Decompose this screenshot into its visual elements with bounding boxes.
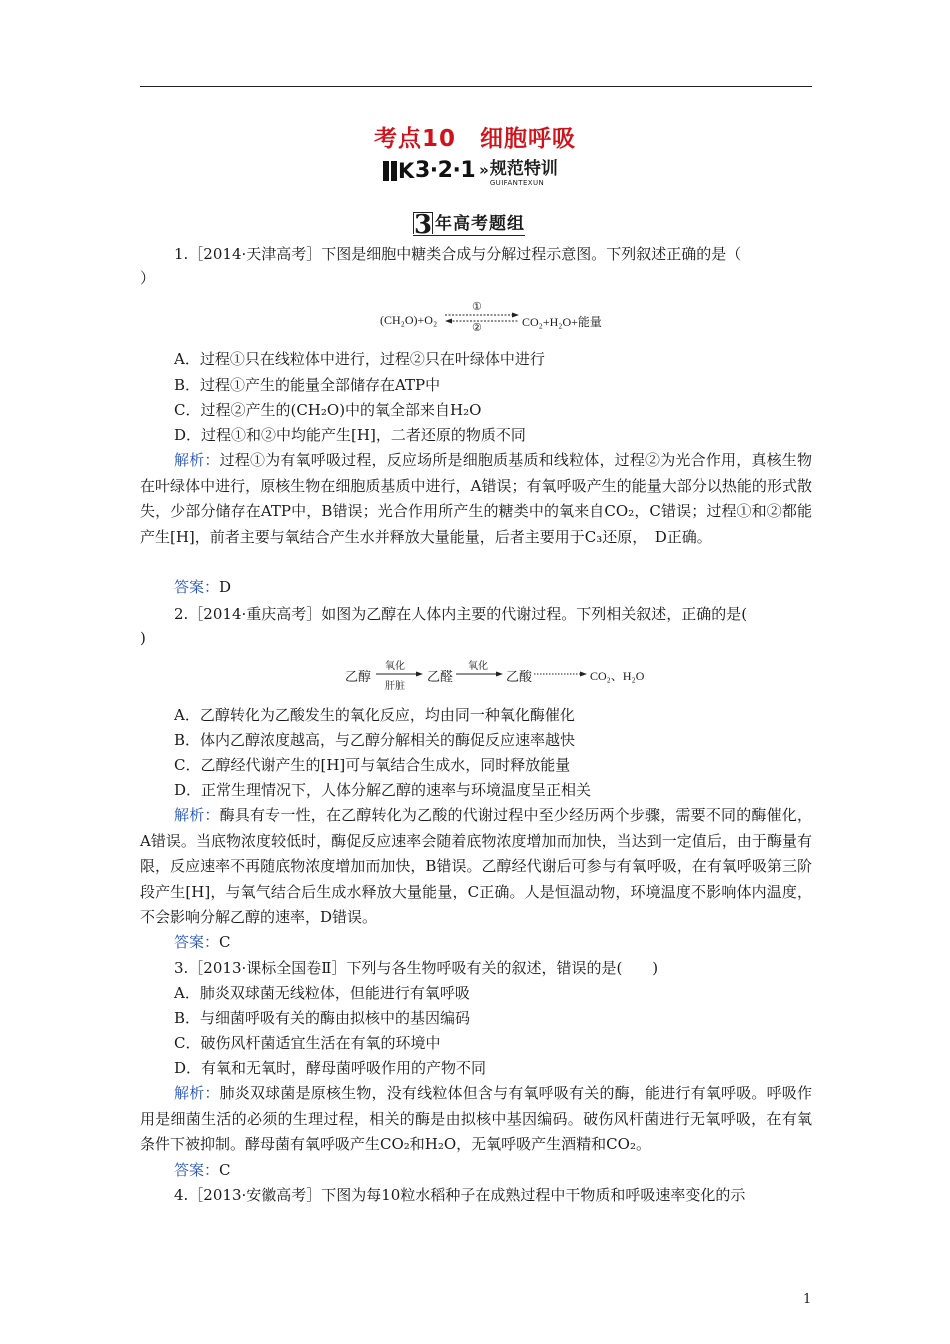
q1-diagram-mark-1: ①: [472, 301, 482, 313]
arrow-icon: [456, 670, 504, 678]
q2-stem-cont: ): [140, 629, 146, 647]
q2-answer: [174, 932, 231, 952]
q2-answer-label: 答案：: [174, 933, 220, 951]
q3-answer-label: 答案：: [174, 1161, 220, 1179]
q3-answer: [174, 1160, 231, 1180]
q1-answer: [174, 577, 231, 597]
q2-node-ethanol: 乙醇: [345, 669, 372, 684]
q1-analysis: [140, 448, 812, 550]
q1-analysis-label: 解析：: [174, 451, 220, 469]
q1-diagram-mark-2: ②: [472, 322, 482, 334]
section-heading: [413, 212, 525, 236]
q2-analysis-text: 酶具有专一性，在乙醇转化为乙酸的代谢过程中至少经历两个步骤，需要不同的酶催化，A错误。当底物浓度较低时，酶促反应速率会随着底物浓度增加而加快，当达到一定值后，由于酶量有限，反应速率不再随底物浓度增加而加快，B错误。乙醇经代谢后可参与有氧呼吸，在有氧呼吸第三阶段产生[H]，与氧气结合后生成水释放大量能量，C正确。人是恒温动物，环境温度不影响体内温度，不会影响分解乙醇的速率，D错误。: [140, 806, 812, 926]
q3-analysis-text: 肺炎双球菌是原核生物，没有线粒体但含与有氧呼吸有关的酶，能进行有氧呼吸。呼吸作用是细菌生活的必须的生理过程，相关的酶是由拟核中基因编码。破伤风杆菌进行无氧呼吸，在有氧条件下被抑制。酵母菌有氧呼吸产生CO₂和H₂O，无氧呼吸产生酒精和CO₂。: [140, 1084, 812, 1153]
q2-arrow1-bottom: 肝脏: [385, 681, 405, 692]
q3-option-d: D．有氧和无氧时，酵母菌呼吸作用的产物不同: [174, 1059, 487, 1077]
q2-option-a: A．乙醇转化为乙酸发生的氧化反应，均由同一种氧化酶催化: [174, 706, 575, 724]
q2-arrow2-top: 氧化: [468, 661, 488, 672]
header-rule: [140, 86, 812, 87]
q2-arrow1-top: 氧化: [385, 661, 405, 672]
q2-node-acetaldehyde: 乙醛: [427, 669, 454, 684]
q1-option-d: D．过程①和②中均能产生[H]，二者还原的物质不同: [174, 426, 526, 444]
q2-stem: 2.［2014·重庆高考］如图为乙醇在人体内主要的代谢过程。下列相关叙述，正确的是(: [174, 605, 748, 623]
brand-numbers: 3·2·1: [415, 158, 476, 183]
section-label: 年高考题组: [435, 214, 525, 234]
double-chevron-icon: »: [479, 161, 489, 179]
dotted-arrow-icon: [534, 670, 588, 678]
q2-option-b: B．体内乙醇浓度越高，与乙醇分解相关的酶促反应速率越快: [174, 731, 576, 749]
q4-stem: 4.［2013·安徽高考］下图为每10粒水稻种子在成熟过程中干物质和呼吸速率变化的示: [174, 1186, 746, 1204]
q1-option-b: B．过程①产生的能量全部储存在ATP中: [174, 376, 441, 394]
q1-diagram-left: (CH₂O)+O₂: [380, 313, 438, 327]
q2-analysis: [140, 803, 812, 931]
q1-answer-label: 答案：: [174, 578, 220, 596]
q1-diagram-right: CO₂+H₂O+能量: [522, 315, 602, 329]
q1-stem-cont: ）: [140, 269, 156, 287]
q1-option-a: A．过程①只在线粒体中进行，过程②只在叶绿体中进行: [174, 350, 545, 368]
q3-analysis: [140, 1081, 812, 1158]
arrow-icon: [376, 670, 424, 678]
q2-node-products: CO₂、H₂O: [590, 669, 645, 683]
brand-logo: [383, 159, 558, 189]
q2-option-c: C．乙醇经代谢产生的[H]可与氧结合生成水，同时释放能量: [174, 756, 571, 774]
q1-analysis-text: 过程①为有氧呼吸过程，反应场所是细胞质基质和线粒体，过程②为光合作用，真核生物在叶绿体中进行，原核生物在细胞质基质中进行，A错误；有氧呼吸产生的能量大部分以热能的形式散失，少部分储存在ATP中，B错误；光合作用所产生的糖类中的氧来自CO₂，C错误；过程①和②都能产生[H]，前者主要与氧结合产生水并释放大量能量，后者主要用于C₃还原， D正确。: [140, 451, 812, 546]
q2-option-d: D．正常生理情况下，人体分解乙醇的速率与环境温度呈正相关: [174, 781, 592, 799]
q1-answer-value: D: [219, 578, 232, 596]
q1-stem: 1.［2014·天津高考］下图是细胞中糖类合成与分解过程示意图。下列叙述正确的是（: [174, 245, 742, 263]
q3-stem: 3.［2013·课标全国卷Ⅱ］下列与各生物呼吸有关的叙述，错误的是( ): [174, 959, 659, 977]
brand-mark-icon: K: [383, 159, 413, 183]
q3-option-a: A．肺炎双球菌无线粒体，但能进行有氧呼吸: [174, 984, 470, 1002]
q2-node-acetic-acid: 乙酸: [506, 669, 533, 684]
page-title: 考点10 细胞呼吸: [373, 126, 576, 152]
section-number: 3: [414, 212, 433, 234]
q2-analysis-label: 解析：: [174, 806, 220, 824]
q3-option-c: C．破伤风杆菌适宜生活在有氧的环境中: [174, 1034, 441, 1052]
brand-label: 规范特训: [489, 159, 558, 179]
brand-pinyin: GUIFANTEXUN: [489, 179, 545, 187]
q3-option-b: B．与细菌呼吸有关的酶由拟核中的基因编码: [174, 1009, 471, 1027]
q1-option-c: C．过程②产生的(CH₂O)中的氧全部来自H₂O: [174, 401, 482, 419]
q2-answer-value: C: [219, 933, 231, 951]
q3-answer-value: C: [219, 1161, 231, 1179]
reversible-arrow-icon: [443, 311, 521, 325]
q3-analysis-label: 解析：: [174, 1084, 220, 1102]
page-number: 1: [803, 1292, 812, 1307]
